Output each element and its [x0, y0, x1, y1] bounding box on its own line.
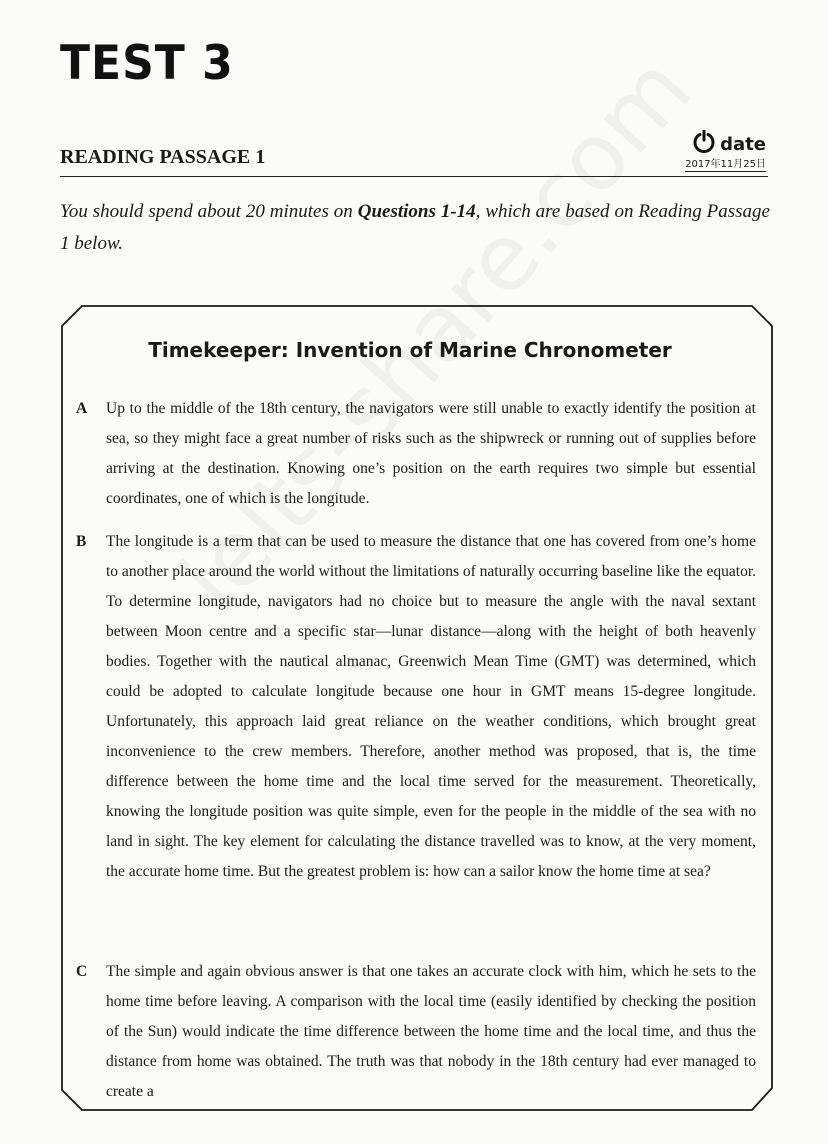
date-value: 2017年11月25日 — [685, 159, 766, 170]
paragraph-letter: C — [76, 963, 88, 980]
instructions — [60, 196, 770, 260]
paragraph-c — [76, 957, 756, 1107]
paragraph-a — [76, 394, 756, 514]
questions-range: Questions 1-14 — [357, 201, 476, 222]
paragraph-letter: A — [76, 400, 88, 417]
paragraph-letter: B — [76, 533, 87, 550]
date-stamp — [685, 130, 766, 172]
date-label: date — [720, 134, 766, 155]
paragraph-text: The simple and again obvious answer is that one takes an accurate clock with him, which he sets to the home time before leaving. A comparison with the local time (easily identified by checking the position of the Sun) would indicate the time difference between the home time and the local time, and thus the distance from home was obtained. The truth was that nobody in the 18th century had ever managed to create a — [106, 963, 756, 1100]
paragraph-text: The longitude is a term that can be used to measure the distance that one has covered from one’s home to another place around the world without the limitations of naturally occurring baseline like the equator. To determine longitude, navigators had no choice but to measure the angle with the naval sextant between Moon centre and a specific star—lunar distance—along with the height of both heavenly bodies. Together with the nautical almanac, Greenwich Mean Time (GMT) was determined, which could be adopted to calculate longitude because one hour in GMT means 15-degree longitude. Unfortunately, this approach laid great reliance on the weather conditions, which brought great inconvenience to the crew members. Therefore, another method was proposed, that is, the time difference between the home time and the local time served for the measurement. Theoretically, knowing the longitude position was quite simple, even for the people in the middle of the sea with no land in sight. The key element for calculating the distance travelled was to know, at the very moment, the accurate home time. But the greatest problem is: how can a sailor know the home time at sea? — [106, 533, 756, 880]
timer-icon — [692, 130, 716, 159]
paragraph-b — [76, 527, 756, 887]
instruction-text-end: , which are based on Reading Passage 1 below. — [60, 201, 770, 254]
article-title: Timekeeper: Invention of Marine Chronometer — [148, 338, 672, 362]
test-title: TEST 3 — [60, 35, 234, 92]
passage-header — [60, 134, 768, 177]
passage-label: READING PASSAGE 1 — [60, 146, 266, 168]
instruction-text: You should spend about 20 minutes on — [60, 201, 358, 222]
paragraph-text: Up to the middle of the 18th century, the navigators were still unable to exactly identify the position at sea, so they might face a great number of risks such as the shipwreck or running out of supplies before arriving at the destination. Knowing one’s position on the earth requires two simple but essential coordinates, one of which is the longitude. — [106, 400, 756, 507]
